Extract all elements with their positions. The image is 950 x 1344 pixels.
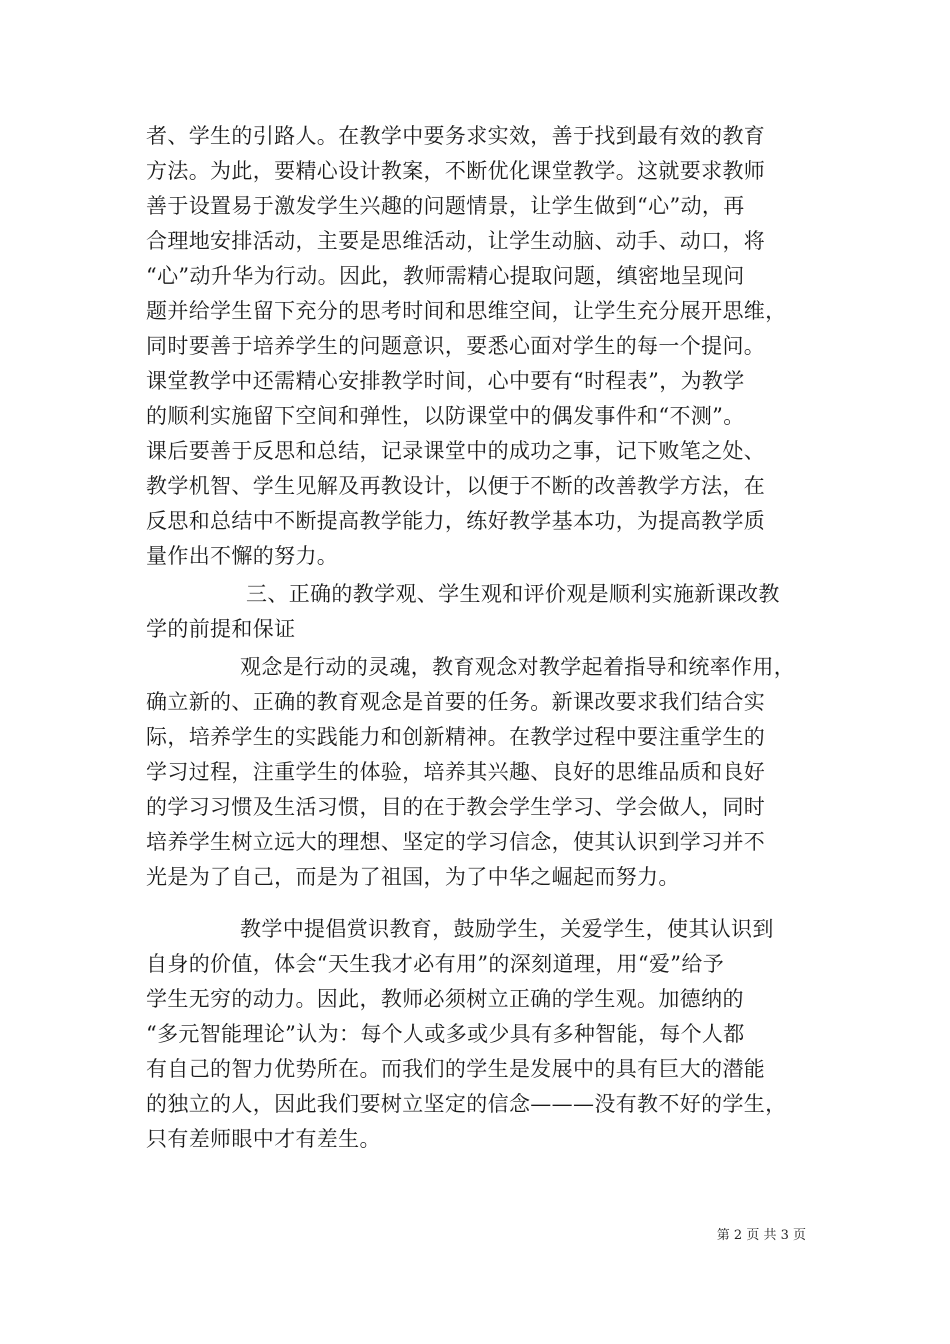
text-line: 自身的价值，体会“天生我才必有用”的深刻道理，用“爱”给予 (146, 952, 725, 976)
text-line: 课堂教学中还需精心安排教学时间，心中要有“时程表”，为教学 (146, 369, 745, 393)
text-line: 的顺利实施留下空间和弹性，以防课堂中的偶发事件和“不测”。 (146, 404, 745, 428)
text-line: 光是为了自己，而是为了祖国，为了中华之崛起而努力。 (146, 865, 680, 889)
text-line: 教学机智、学生见解及再教设计，以便于不断的改善教学方法，在 (146, 474, 766, 498)
text-line: 合理地安排活动，主要是思维活动，让学生动脑、动手、动口，将 (146, 229, 766, 253)
text-line: 题并给学生留下充分的思考时间和思维空间，让学生充分展开思维， (146, 299, 787, 323)
text-line: 的学习习惯及生活习惯，目的在于教会学生学习、学会做人，同时 (146, 795, 766, 819)
paragraph-first-line: 观念是行动的灵魂，教育观念对教学起着指导和统率作用， (240, 655, 796, 679)
text-line: 者、学生的引路人。在教学中要务求实效，善于找到最有效的教育 (146, 124, 766, 148)
text-line: 只有差师眼中才有差生。 (146, 1127, 381, 1151)
text-line: 反思和总结中不断提高教学能力，练好教学基本功，为提高教学质 (146, 509, 766, 533)
section-heading-line: 三、正确的教学观、学生观和评价观是顺利实施新课改教 (246, 582, 780, 606)
text-line: 善于设置易于激发学生兴趣的问题情景，让学生做到“心”动，再 (146, 194, 745, 218)
text-line: “心”动升华为行动。因此，教师需精心提取问题，缜密地呈现问 (146, 264, 745, 288)
paragraph-first-line: 教学中提倡赏识教育，鼓励学生，关爱学生，使其认识到 (240, 917, 774, 941)
text-line: 际，培养学生的实践能力和创新精神。在教学过程中要注重学生的 (146, 725, 766, 749)
text-line: 确立新的、正确的教育观念是首要的任务。新课改要求我们结合实 (146, 690, 766, 714)
text-line: 学生无穷的动力。因此，教师必须树立正确的学生观。加德纳的 (146, 987, 744, 1011)
text-line: 方法。为此，要精心设计教案，不断优化课堂教学。这就要求教师 (146, 159, 766, 183)
text-line: 学习过程，注重学生的体验，培养其兴趣、良好的思维品质和良好 (146, 760, 766, 784)
text-line: 课后要善于反思和总结，记录课堂中的成功之事，记下败笔之处、 (146, 439, 766, 463)
text-line: 培养学生树立远大的理想、坚定的学习信念，使其认识到学习并不 (146, 830, 766, 854)
text-line: 同时要善于培养学生的问题意识，要悉心面对学生的每一个提问。 (146, 334, 766, 358)
text-line: “多元智能理论”认为：每个人或多或少具有多种智能，每个人都 (146, 1022, 745, 1046)
text-line: 有自己的智力优势所在。而我们的学生是发展中的具有巨大的潜能 (146, 1057, 766, 1081)
text-line: 量作出不懈的努力。 (146, 544, 339, 568)
text-line: 的独立的人，因此我们要树立坚定的信念———没有教不好的学生， (146, 1092, 787, 1116)
section-heading-line: 学的前提和保证 (146, 617, 296, 641)
page-number: 第 2 页 共 3 页 (716, 1228, 806, 1243)
